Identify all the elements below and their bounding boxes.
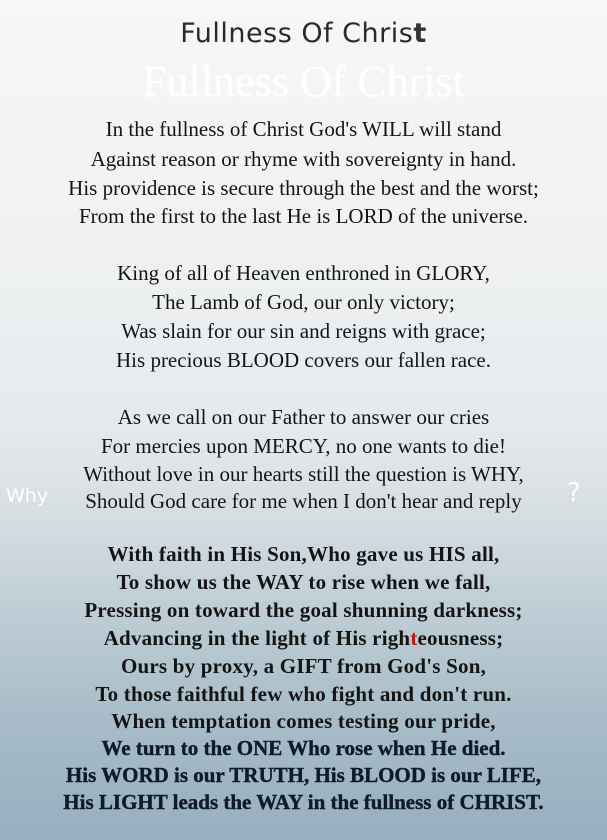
poem-line: In the fullness of Christ God's WILL will stand <box>105 117 502 141</box>
why-overlay-label: Why <box>6 485 49 507</box>
poem-line: When temptation comes testing our pride, <box>111 709 496 733</box>
poem-title-text: Fullness Of Chris <box>180 18 414 49</box>
poem-line: Should God care for me when I don't hear and reply <box>85 489 522 513</box>
cross-letter-icon: t <box>413 18 427 49</box>
poem-line: Against reason or rhyme with sovereignty in hand. <box>90 147 517 171</box>
poem-line: His LIGHT leads the WAY in the fullness of CHRIST. <box>63 790 544 814</box>
poem-title <box>0 18 607 49</box>
poem-line: As we call on our Father to answer our cries <box>117 405 490 429</box>
poem-line: To show us the WAY to rise when we fall, <box>116 570 491 594</box>
poem-line: Pressing on toward the goal shunning darkness; <box>84 598 523 622</box>
poem-line: Without love in our hearts still the question is WHY, <box>83 462 524 486</box>
poem-line: His precious BLOOD covers our fallen race. <box>116 348 491 372</box>
poem-line: From the first to the last He is LORD of the universe. <box>78 204 529 228</box>
poem-line: Ours by proxy, a GIFT from God's Son, <box>120 654 487 678</box>
poem-line: The Lamb of God, our only victory; <box>152 290 455 314</box>
poem-line: King of all of Heaven enthroned in GLORY, <box>117 261 490 285</box>
poem-line: His WORD is our TRUTH, His BLOOD is our LIFE, <box>65 763 542 787</box>
righteousness-before: Advancing in the light of His righ <box>103 626 411 650</box>
poem-line: With faith in His Son,Who gave us HIS all, <box>107 542 500 566</box>
poem-title-overlay: Fullness Of Christ <box>142 57 465 106</box>
poem-line: His providence is secure through the best and the worst; <box>68 176 539 200</box>
question-mark-icon: ? <box>567 478 581 508</box>
red-cross-icon: t <box>410 626 418 650</box>
poem-line: To those faithful few who fight and don't run. <box>95 682 512 706</box>
poem-line-righteousness <box>0 625 607 651</box>
righteousness-after: eousness; <box>417 626 504 650</box>
poem-line: We turn to the ONE Who rose when He died. <box>101 736 506 760</box>
poem-line: Was slain for our sin and reigns with grace; <box>121 319 486 343</box>
poem-line: For mercies upon MERCY, no one wants to die! <box>101 434 506 458</box>
